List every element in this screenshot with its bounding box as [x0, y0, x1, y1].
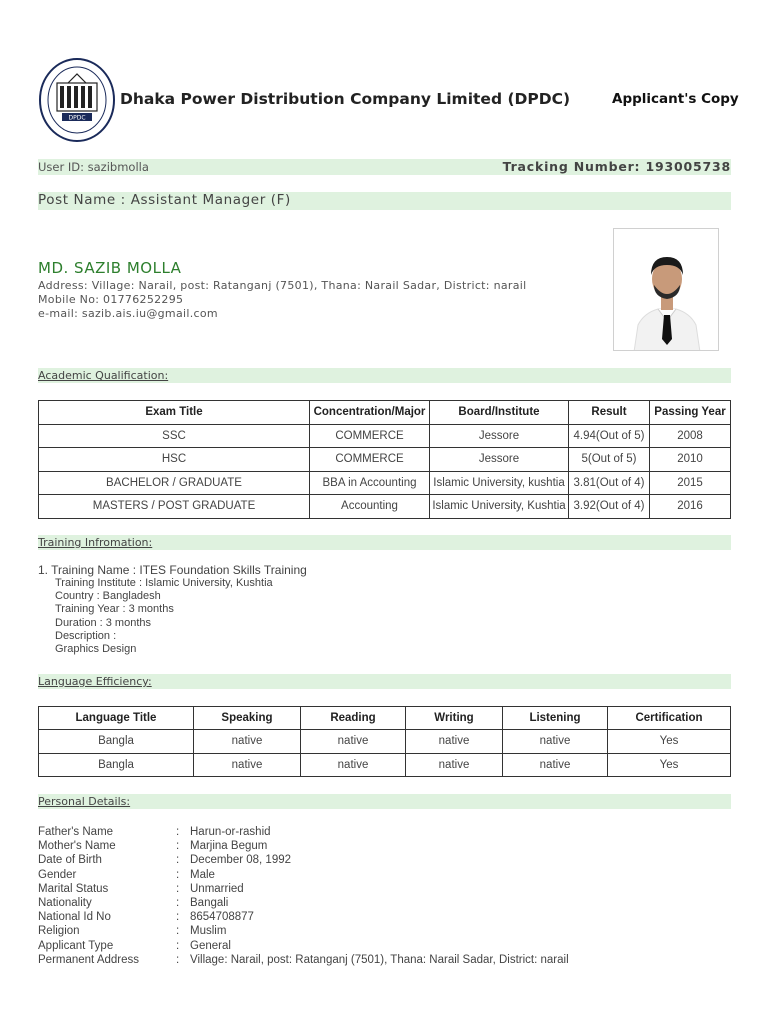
applicant-address: Address: Village: Narail, post: Ratanganj (7501), Thana: Narail Sadar, District: narail: [38, 279, 527, 292]
training-description: Graphics Design: [55, 643, 137, 656]
cell-board: Islamic University, Kushtia: [430, 495, 569, 519]
list-item: [38, 953, 569, 967]
personal-details: [38, 825, 569, 967]
cell-certification: Yes: [608, 730, 731, 753]
field-value: General: [190, 939, 231, 952]
training-description-label: Description :: [55, 629, 117, 642]
applicant-name: MD. SAZIB MOLLA: [38, 259, 182, 277]
cell-year: 2010: [650, 448, 731, 472]
list-item: [38, 882, 569, 896]
list-item: [38, 839, 569, 853]
applicant-photo: [613, 228, 719, 351]
language-heading: Language Efficiency:: [38, 675, 152, 688]
field-separator: :: [176, 840, 180, 853]
cell-major: COMMERCE: [310, 424, 430, 448]
cell-board: Islamic University, kushtia: [430, 471, 569, 495]
field-value: Unmarried: [190, 882, 244, 895]
cell-certification: Yes: [608, 753, 731, 776]
list-item: [38, 868, 569, 882]
training-name: 1. Training Name : ITES Foundation Skills Training: [38, 563, 307, 577]
field-separator: :: [176, 826, 180, 838]
header-result: Result: [569, 401, 650, 425]
cell-exam: HSC: [39, 448, 310, 472]
header-certification: Certification: [608, 707, 731, 730]
table-header-row: [39, 707, 731, 730]
training-country: Country : Bangladesh: [55, 590, 161, 603]
company-logo: [38, 57, 116, 143]
applicant-mobile: Mobile No: 01776252295: [38, 293, 184, 306]
cell-year: 2015: [650, 471, 731, 495]
header-concentration: Concentration/Major: [310, 401, 430, 425]
training-institute: Training Institute : Islamic University, Kushtia: [55, 577, 273, 589]
field-label: Permanent Address: [38, 953, 140, 966]
field-label: Applicant Type: [38, 939, 114, 952]
field-label: Marital Status: [38, 882, 109, 895]
personal-heading-bar: [38, 794, 731, 809]
logo-lettering: DPDC: [68, 114, 86, 122]
user-id: User ID: sazibmolla: [38, 160, 149, 174]
field-label: Mother's Name: [38, 840, 116, 853]
table-row: [39, 495, 731, 519]
field-value: Harun-or-rashid: [190, 826, 271, 838]
cell-language: Bangla: [39, 753, 194, 776]
cell-board: Jessore: [430, 448, 569, 472]
cell-major: COMMERCE: [310, 448, 430, 472]
header-writing: Writing: [406, 707, 503, 730]
field-value: Village: Narail, post: Ratanganj (7501), Thana: Narail Sadar, District: narail: [190, 953, 569, 966]
field-separator: :: [176, 896, 180, 909]
cell-listening: native: [503, 730, 608, 753]
applicant-email: e-mail: sazib.ais.iu@gmail.com: [38, 307, 218, 320]
cell-writing: native: [406, 753, 503, 776]
cell-language: Bangla: [39, 730, 194, 753]
cell-board: Jessore: [430, 424, 569, 448]
post-name: Post Name : Assistant Manager (F): [38, 192, 291, 208]
cell-speaking: native: [194, 730, 301, 753]
field-value: Male: [190, 868, 215, 881]
cell-exam: MASTERS / POST GRADUATE: [39, 495, 310, 519]
field-value: December 08, 1992: [190, 854, 292, 867]
cell-exam: SSC: [39, 424, 310, 448]
field-separator: :: [176, 911, 180, 924]
field-separator: :: [176, 868, 180, 881]
cell-result: 5(Out of 5): [569, 448, 650, 472]
field-value: 8654708877: [190, 911, 254, 924]
list-item: [38, 896, 569, 910]
field-separator: :: [176, 925, 180, 938]
header-reading: Reading: [301, 707, 406, 730]
cell-speaking: native: [194, 753, 301, 776]
cell-year: 2008: [650, 424, 731, 448]
table-row: [39, 730, 731, 753]
training-duration: Duration : 3 months: [55, 616, 151, 629]
copy-label: Applicant's Copy: [612, 91, 739, 107]
table-row: [39, 753, 731, 776]
field-separator: :: [176, 854, 180, 867]
header-language: Language Title: [39, 707, 194, 730]
field-label: Gender: [38, 868, 77, 881]
field-separator: :: [176, 939, 180, 952]
header-exam-title: Exam Title: [39, 401, 310, 425]
field-label: Religion: [38, 925, 80, 938]
table-row: [39, 471, 731, 495]
cell-result: 4.94(Out of 5): [569, 424, 650, 448]
header-passing-year: Passing Year: [650, 401, 731, 425]
header-board: Board/Institute: [430, 401, 569, 425]
cell-writing: native: [406, 730, 503, 753]
field-label: Nationality: [38, 896, 92, 909]
tracking-number: Tracking Number: 193005738: [502, 159, 731, 174]
field-value: Marjina Begum: [190, 840, 268, 853]
header-listening: Listening: [503, 707, 608, 730]
cell-result: 3.81(Out of 4): [569, 471, 650, 495]
field-value: Muslim: [190, 925, 227, 938]
list-item: [38, 825, 569, 839]
company-name: Dhaka Power Distribution Company Limited (DPDC): [120, 90, 571, 108]
header-speaking: Speaking: [194, 707, 301, 730]
training-year: Training Year : 3 months: [55, 603, 174, 616]
list-item: [38, 939, 569, 953]
training-heading: Training Infromation:: [38, 536, 153, 549]
language-table: [38, 706, 731, 777]
academic-heading: Academic Qualification:: [38, 369, 169, 382]
field-label: Date of Birth: [38, 854, 102, 867]
field-value: Bangali: [190, 896, 229, 909]
list-item: [38, 853, 569, 867]
cell-reading: native: [301, 753, 406, 776]
field-label: Father's Name: [38, 826, 114, 838]
academic-table: [38, 400, 731, 519]
cell-listening: native: [503, 753, 608, 776]
cell-year: 2016: [650, 495, 731, 519]
personal-heading: Personal Details:: [38, 795, 131, 808]
field-label: National Id No: [38, 911, 111, 924]
list-item: [38, 924, 569, 938]
table-row: [39, 424, 731, 448]
cell-reading: native: [301, 730, 406, 753]
table-header-row: [39, 401, 731, 425]
training-block: [38, 563, 307, 656]
table-row: [39, 448, 731, 472]
cell-result: 3.92(Out of 4): [569, 495, 650, 519]
field-separator: :: [176, 882, 180, 895]
cell-major: Accounting: [310, 495, 430, 519]
field-separator: :: [176, 953, 180, 966]
list-item: [38, 910, 569, 924]
cell-major: BBA in Accounting: [310, 471, 430, 495]
cell-exam: BACHELOR / GRADUATE: [39, 471, 310, 495]
